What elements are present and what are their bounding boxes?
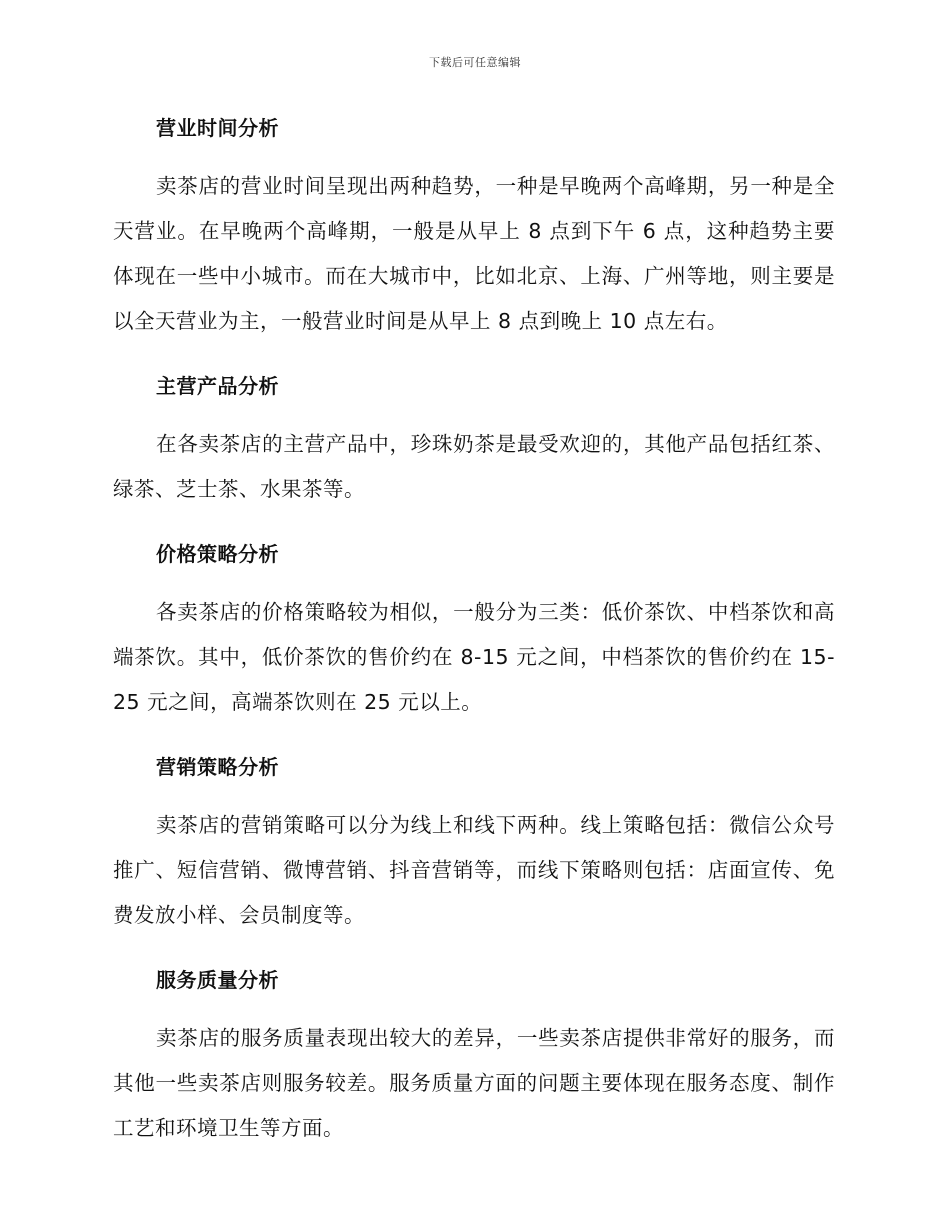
section-paragraph: 在各卖茶店的主营产品中，珍珠奶茶是最受欢迎的，其他产品包括红茶、绿茶、芝士茶、水果茶等。	[113, 432, 835, 501]
section-heading: 主营产品分析	[156, 374, 279, 398]
section-paragraph: 卖茶店的营业时间呈现出两种趋势，一种是早晚两个高峰期，另一种是全天营业。在早晚两个高峰期，一般是从早上 8 点到下午 6 点，这种趋势主要体现在一些中小城市。而在大城市中，比如北京、上海、广州等地，则主要是以全天营业为主，一般营业时间是从早上 8 点到晚上 10 点左右。	[113, 174, 835, 333]
section-pricing-strategy	[113, 538, 835, 725]
section-heading: 价格策略分析	[156, 542, 279, 566]
section-paragraph: 卖茶店的服务质量表现出较大的差异，一些卖茶店提供非常好的服务，而其他一些卖茶店则服务较差。服务质量方面的问题主要体现在服务态度、制作工艺和环境卫生等方面。	[113, 1026, 835, 1140]
section-paragraph: 卖茶店的营销策略可以分为线上和线下两种。线上策略包括：微信公众号推广、短信营销、微博营销、抖音营销等，而线下策略则包括：店面宣传、免费发放小样、会员制度等。	[113, 813, 835, 927]
section-main-products	[113, 370, 835, 512]
section-heading: 营业时间分析	[156, 116, 279, 140]
section-paragraph: 各卖茶店的价格策略较为相似，一般分为三类：低价茶饮、中档茶饮和高端茶饮。其中，低价茶饮的售价约在 8-15 元之间，中档茶饮的售价约在 15-25 元之间，高端茶饮则在 25 元以上。	[113, 600, 835, 714]
section-service-quality	[113, 964, 835, 1151]
header-note: 下载后可任意编辑	[429, 56, 521, 69]
document-content	[113, 112, 835, 1177]
section-heading: 营销策略分析	[156, 755, 279, 779]
section-heading: 服务质量分析	[156, 968, 279, 992]
section-marketing-strategy	[113, 751, 835, 938]
section-business-hours	[113, 112, 835, 344]
